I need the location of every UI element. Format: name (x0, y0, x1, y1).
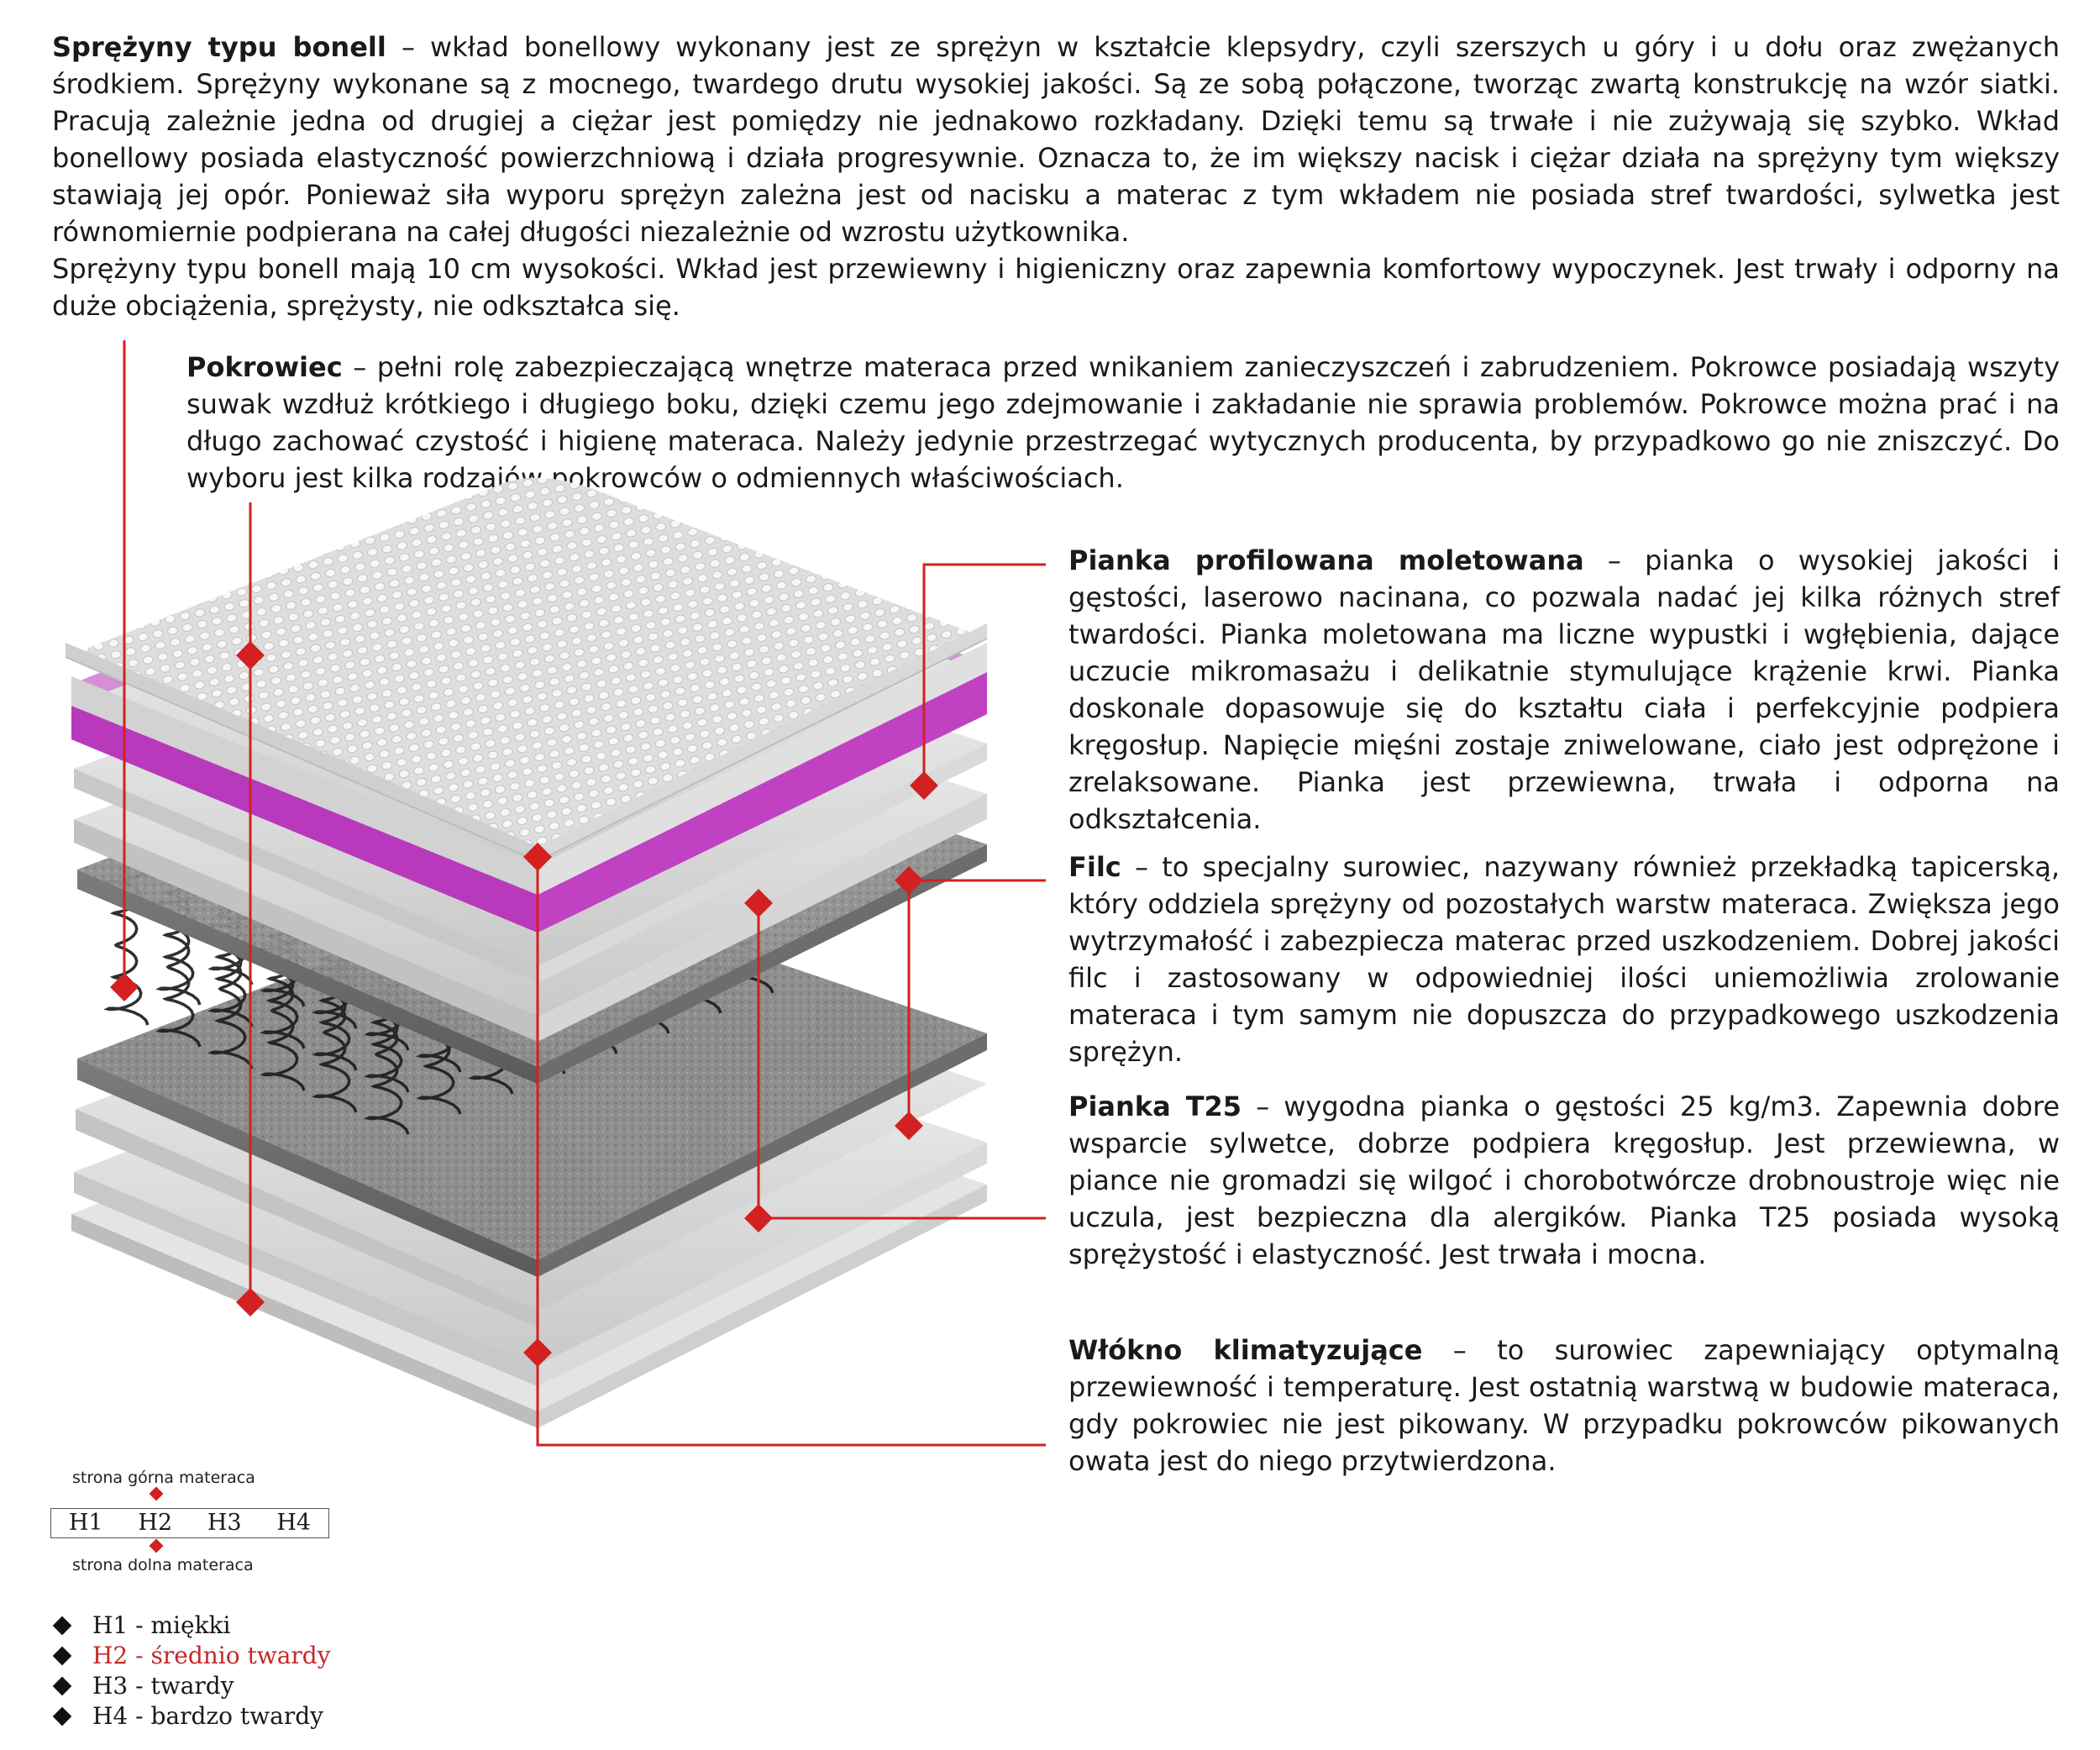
fiber-heading: Włókno klimatyzujące (1068, 1334, 1423, 1366)
springs-heading: Sprężyny typu bonell (52, 31, 386, 63)
fiber-text: – to surowiec zapewniający optymalną przewiewność i temperaturę. Jest ostatnią warstwą w budowie materaca, gdy pokrowiec nie jest pikowany. W przypadku pokrowców pikowanych owata jest do niego przytwierdzona. (1068, 1334, 2061, 1477)
springs-text: – wkład bonellowy wykonany jest ze sprężyn w kształcie klepsydry, czyli szerszych u góry i u dołu oraz zwężanych środkiem. Sprężyny wykonane są z mocnego, twardego drutu wysokiej jakości. Są ze sobą połączone, tworząc zwartą konstrukcję na wzór siatki. Pracują zależnie jedna od drugiej a ciężar jest pomiędzy nie jednakowo rozkładany. Dzięki temu są trwałe i nie zużywają się szybko. Wkład bonellowy posiada elastyczność powierzchniową i działa progresywnie. Oznacza to, że im większy nacisk i ciężar działa na sprężyny tym większy stawiają jej opór. Ponieważ siła wyporu sprężyn zależna jest od nacisku a materac z tym wkładem nie posiada stref twardości, sylwetka jest równomiernie podpierana na całej długości niezależnie od wzrostu użytkownika. (52, 31, 2061, 248)
bottom-hardness-marker (150, 1539, 164, 1553)
legend-item-h3: H3 - twardy (50, 1672, 234, 1700)
felt-text: – to specjalny surowiec, nazywany również przekładką tapicerską, który oddziela sprężyny od pozostałych warstw materaca. Zwiększa jego wytrzymałość i zabezpiecza materac przed uszkodzeniem. Dobrej jakości filc i zastosowany w odpowiedniej ilości uniemożliwia zrolowanie materaca i tym samym nie dopuszcza do przypadkowego uszkodzenia sprężyn. (1068, 851, 2060, 1068)
scale-level-h3: H3 (207, 1510, 242, 1536)
t25-heading: Pianka T25 (1068, 1090, 1242, 1122)
bottom-side-caption: strona dolna materaca (72, 1556, 254, 1574)
scale-level-h4: H4 (276, 1510, 312, 1536)
legend-item-h4: H4 - bardzo twardy (50, 1702, 323, 1731)
hardness-scale (50, 1508, 329, 1538)
top-side-caption: strona górna materaca (72, 1469, 255, 1487)
felt-heading: Filc (1068, 851, 1121, 883)
legend-item-h1: H1 - miękki (50, 1611, 230, 1640)
t25-text: – wygodna pianka o gęstości 25 kg/m3. Zapewnia dobre wsparcie sylwetce, dobrze podpiera kręgosłup. Jest przewiewna, w piance nie gromadzi się wilgoć i chorobotwórcze drobnoustroje więc nie uczula, jest bezpieczna dla alergików. Pianka T25 posiada wysoką sprężystość i elastyczność. Jest trwała i mocna. (1068, 1090, 2061, 1270)
diamond-icon (53, 1647, 72, 1666)
cover-heading: Pokrowiec (186, 351, 343, 383)
diamond-icon (53, 1707, 72, 1726)
cover-text: – pełni rolę zabezpieczającą wnętrze materaca przed wnikaniem zanieczyszczeń i zabrudzeniem. Pokrowce posiadają wszyty suwak wzdłuż krótkiego i długiego boku, dzięki czemu jego zdejmowanie i zakładanie nie sprawia problemów. Pokrowce można prać i na długo zachować czystość i higienę materaca. Należy jedynie przestrzegać wytycznych producenta, by przypadkowo go nie zniszczyć. Do wyboru jest kilka rodzajów pokrowców o odmiennych właściwościach. (186, 351, 2060, 494)
springs-description-2: Sprężyny typu bonell mają 10 cm wysokości. Wkład jest przewiewny i higieniczny oraz zapewnia komfortowy wypoczynek. Jest trwały i odporny na duże obciążenia, sprężysty, nie odkształca się. (52, 253, 2060, 322)
scale-level-h2: H2 (138, 1510, 173, 1536)
foam-heading: Pianka profilowana moletowana (1068, 544, 1584, 576)
legend-item-h2: H2 - średnio twardy (50, 1642, 331, 1670)
scale-level-h1: H1 (68, 1510, 103, 1536)
diamond-icon (53, 1616, 72, 1636)
foam-text: – pianka o wysokiej jakości i gęstości, laserowo nacinana, co pozwala nadać jej kilka różnych stref twardości. Pianka moletowana ma liczne wypustki i wgłębienia, dające uczucie mikromasażu i delikatnie stymulujące krążenie krwi. Pianka doskonale dopasowuje się do kształtu ciała i perfekcyjnie podpiera kręgosłup. Napięcie mięśni zostaje zniwelowane, ciało jest odprężone i zrelaksowane. Pianka jest przewiewna, trwała i odporna na odkształcenia. (1068, 544, 2061, 835)
diamond-icon (53, 1677, 72, 1696)
top-hardness-marker (150, 1487, 164, 1501)
